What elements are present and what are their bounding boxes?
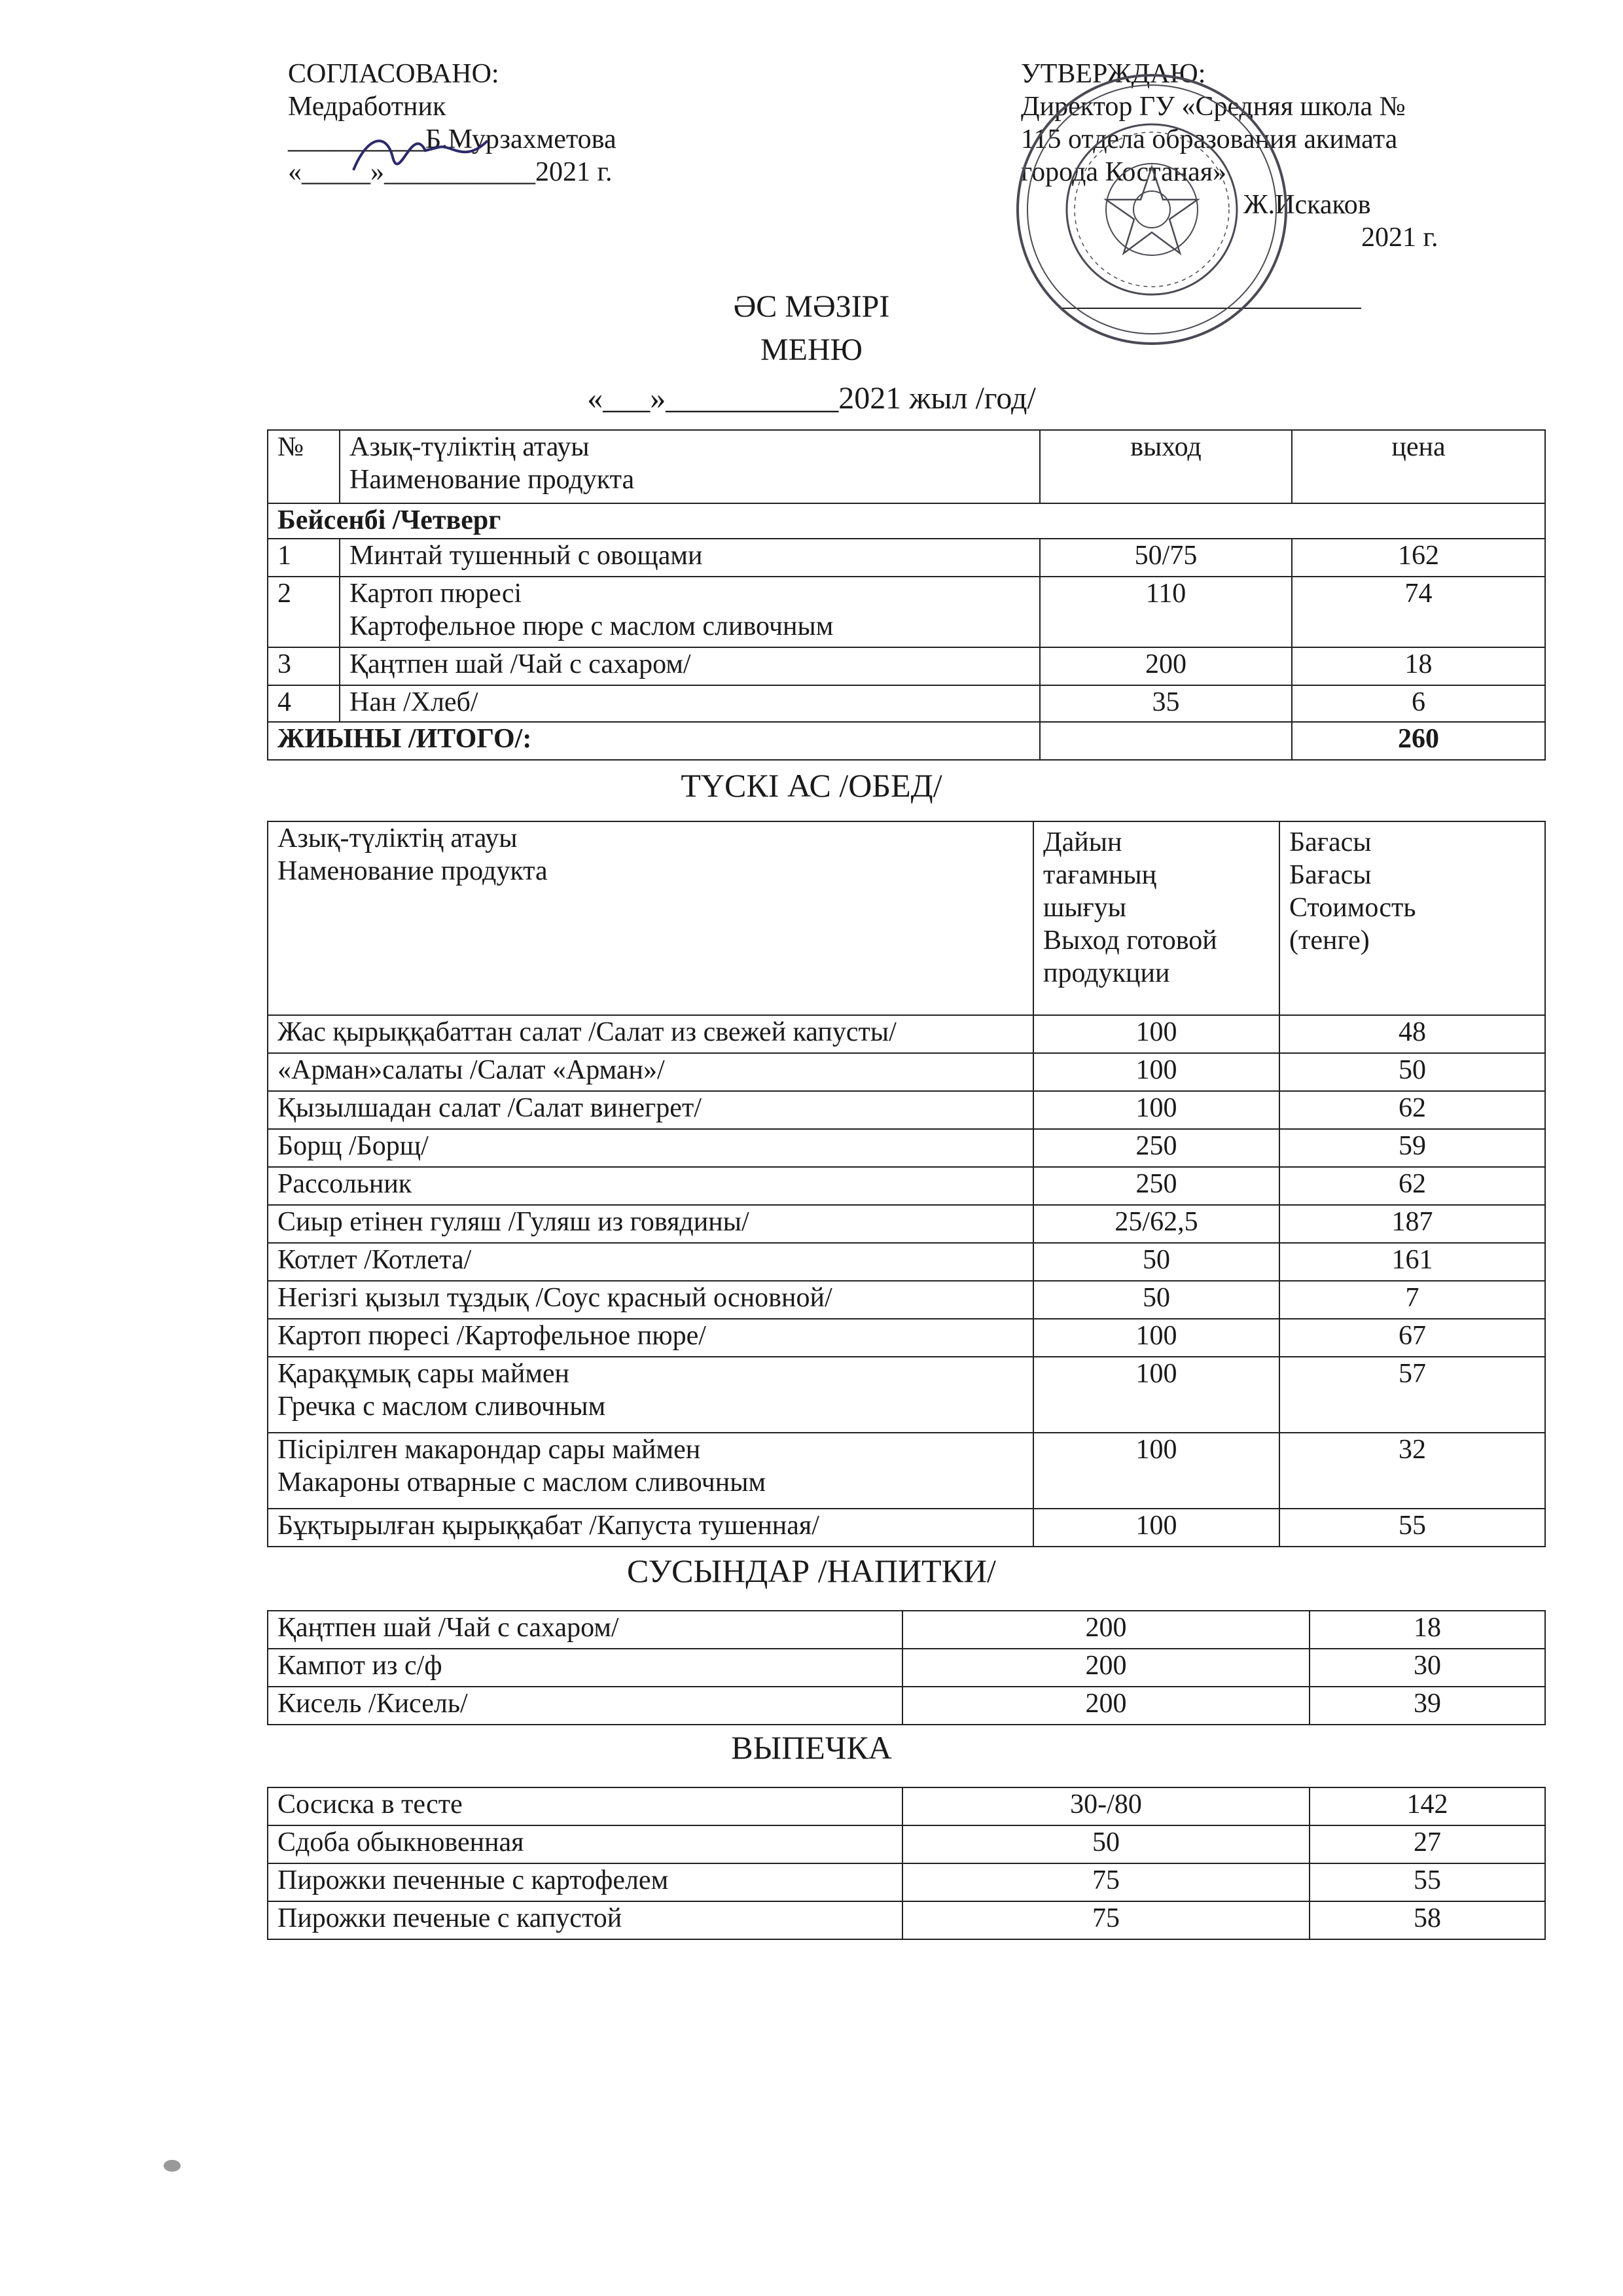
row-product-name: «Арман»салаты /Салат «Арман»/	[268, 1053, 1033, 1091]
row-product-name: Пирожки печеные с капустой	[268, 1901, 902, 1939]
row-price: 30	[1310, 1649, 1545, 1687]
row-price: 55	[1279, 1509, 1545, 1547]
row-product-name: Жас қырыққабаттан салат /Салат из свежей капусты/	[268, 1015, 1033, 1053]
row-yield: 100	[1033, 1091, 1279, 1129]
table-row	[268, 1357, 1545, 1433]
row-price: 39	[1310, 1687, 1545, 1725]
row-price: 74	[1292, 577, 1545, 647]
table-row	[268, 1243, 1545, 1281]
row-price: 32	[1279, 1433, 1545, 1509]
row-yield: 100	[1033, 1357, 1279, 1433]
table-row	[268, 1649, 1545, 1687]
total-label: ЖИЫНЫ /ИТОГО/:	[268, 722, 1040, 760]
lunch-header-row	[268, 821, 1545, 1015]
table-row	[268, 1509, 1545, 1547]
table-row	[268, 577, 1545, 647]
drinks-table	[267, 1610, 1546, 1725]
row-yield: 75	[902, 1901, 1310, 1939]
row-product-name: Рассольник	[268, 1167, 1033, 1205]
row-number: 1	[268, 539, 340, 577]
drinks-heading: СУСЫНДАР /НАПИТКИ/	[627, 1552, 996, 1589]
table-row	[268, 1129, 1545, 1167]
row-product-name: Котлет /Котлета/	[268, 1243, 1033, 1281]
row-product-name: Борщ /Борщ/	[268, 1129, 1033, 1167]
row-product-name: Қызылшадан салат /Салат винегрет/	[268, 1091, 1033, 1129]
table-row	[268, 1863, 1545, 1901]
header-price: Бағасы Бағасы Стоимость (тенге)	[1279, 821, 1545, 1015]
row-yield: 100	[1033, 1509, 1279, 1547]
row-number: 2	[268, 577, 340, 647]
table-row	[268, 1053, 1545, 1091]
row-yield: 50/75	[1040, 539, 1292, 577]
menu-date: «___»___________2021 жыл /год/	[587, 381, 1036, 416]
row-price: 55	[1310, 1863, 1545, 1901]
bakery-heading: ВЫПЕЧКА	[731, 1729, 892, 1766]
row-product-name: Сосиска в тесте	[268, 1787, 902, 1825]
header-yield: выход	[1040, 430, 1292, 503]
approved-line-1: Директор ГУ «Средняя школа №	[1021, 92, 1406, 122]
scan-speck	[164, 2160, 181, 2172]
row-price: 6	[1292, 685, 1545, 722]
total-empty-cell	[1040, 722, 1292, 760]
menu-title-ru: МЕНЮ	[760, 332, 863, 367]
approved-date-line: 2021 г.	[1361, 223, 1438, 253]
row-product-name: Картоп пюресі Картофельное пюре с маслом сливочным	[340, 577, 1040, 647]
row-yield: 30-/80	[902, 1787, 1310, 1825]
table-row	[268, 1205, 1545, 1243]
medical-worker-signature	[340, 111, 497, 190]
table-row	[268, 1787, 1545, 1825]
row-yield: 200	[902, 1611, 1310, 1649]
table-row	[268, 1687, 1545, 1725]
row-yield: 250	[1033, 1129, 1279, 1167]
table-row	[268, 1901, 1545, 1939]
row-yield: 200	[1040, 647, 1292, 685]
row-product-name: Бұқтырылған қырыққабат /Капуста тушенная/	[268, 1509, 1033, 1547]
row-yield: 200	[902, 1649, 1310, 1687]
approved-line-3: города Костаная»	[1021, 157, 1227, 187]
row-price: 7	[1279, 1281, 1545, 1319]
row-price: 27	[1310, 1825, 1545, 1863]
table-row	[268, 1015, 1545, 1053]
row-price: 142	[1310, 1787, 1545, 1825]
row-price: 187	[1279, 1205, 1545, 1243]
row-number: 3	[268, 647, 340, 685]
row-yield: 25/62,5	[1033, 1205, 1279, 1243]
menu-title-kz: ӘС МӘЗІРІ	[733, 289, 890, 324]
total-value: 260	[1292, 722, 1545, 760]
row-product-name: Сдоба обыкновенная	[268, 1825, 902, 1863]
row-yield: 250	[1033, 1167, 1279, 1205]
row-product-name: Сиыр етінен гуляш /Гуляш из говядины/	[268, 1205, 1033, 1243]
header-product-name: Азық-түліктің атауы Наименование продукта	[340, 430, 1040, 503]
lunch-heading: ТҮСКІ АС /ОБЕД/	[681, 767, 942, 804]
table-row	[268, 1091, 1545, 1129]
row-product-name: Негізгі қызыл тұздық /Соус красный основной/	[268, 1281, 1033, 1319]
row-product-name: Нан /Хлеб/	[340, 685, 1040, 722]
row-price: 18	[1310, 1611, 1545, 1649]
lunch-table	[267, 821, 1546, 1547]
row-yield: 200	[902, 1687, 1310, 1725]
table-row	[268, 1433, 1545, 1509]
approved-heading: УТВЕРЖДАЮ:	[1021, 59, 1206, 89]
agreed-heading: СОГЛАСОВАНО:	[288, 59, 499, 89]
row-price: 48	[1279, 1015, 1545, 1053]
table-row	[268, 1319, 1545, 1357]
row-yield: 50	[1033, 1281, 1279, 1319]
row-price: 59	[1279, 1129, 1545, 1167]
total-row	[268, 722, 1545, 760]
breakfast-header-row	[268, 430, 1545, 503]
row-product-name: Минтай тушенный с овощами	[340, 539, 1040, 577]
row-yield: 100	[1033, 1433, 1279, 1509]
table-row	[268, 1825, 1545, 1863]
table-row	[268, 539, 1545, 577]
row-yield: 100	[1033, 1319, 1279, 1357]
row-price: 161	[1279, 1243, 1545, 1281]
day-label: Бейсенбі /Четверг	[268, 503, 1545, 539]
table-row	[268, 647, 1545, 685]
header-product-name: Азық-түліктің атауы Наменование продукта	[268, 821, 1033, 1015]
row-product-name: Қарақұмық сары маймен Гречка с маслом сливочным	[268, 1357, 1033, 1433]
row-price: 162	[1292, 539, 1545, 577]
day-row	[268, 503, 1545, 539]
row-product-name: Кисель /Кисель/	[268, 1687, 902, 1725]
row-number: 4	[268, 685, 340, 722]
row-price: 18	[1292, 647, 1545, 685]
header-yield: Дайын тағамның шығуы Выход готовой продукции	[1033, 821, 1279, 1015]
row-price: 67	[1279, 1319, 1545, 1357]
agreed-role: Медработник	[288, 92, 446, 122]
table-row	[268, 1281, 1545, 1319]
row-yield: 100	[1033, 1015, 1279, 1053]
row-price: 62	[1279, 1091, 1545, 1129]
row-yield: 100	[1033, 1053, 1279, 1091]
row-product-name: Кампот из с/ф	[268, 1649, 902, 1687]
table-row	[268, 1167, 1545, 1205]
header-number: №	[268, 430, 340, 503]
row-product-name: Қаңтпен шай /Чай с сахаром/	[340, 647, 1040, 685]
row-product-name: Картоп пюресі /Картофельное пюре/	[268, 1319, 1033, 1357]
header-price: цена	[1292, 430, 1545, 503]
row-yield: 50	[902, 1825, 1310, 1863]
table-row	[268, 685, 1545, 722]
row-yield: 75	[902, 1863, 1310, 1901]
row-product-name: Пісірілген макарондар сары маймен Макароны отварные с маслом сливочным	[268, 1433, 1033, 1509]
row-yield: 35	[1040, 685, 1292, 722]
row-product-name: Қаңтпен шай /Чай с сахаром/	[268, 1611, 902, 1649]
row-price: 50	[1279, 1053, 1545, 1091]
breakfast-table	[267, 429, 1546, 761]
approved-line-2: 115 отдела образования акимата	[1021, 124, 1398, 154]
table-row	[268, 1611, 1545, 1649]
row-yield: 110	[1040, 577, 1292, 647]
bakery-table	[267, 1787, 1546, 1940]
row-product-name: Пирожки печенные с картофелем	[268, 1863, 902, 1901]
agreed-date-line: «_____»___________2021 г.	[288, 157, 613, 187]
agreed-signatory-line: __________Б.Мурзахметова	[288, 124, 616, 154]
row-yield: 50	[1033, 1243, 1279, 1281]
row-price: 62	[1279, 1167, 1545, 1205]
row-price: 58	[1310, 1901, 1545, 1939]
approved-director-name: Ж.Искаков	[1243, 190, 1371, 220]
row-price: 57	[1279, 1357, 1545, 1433]
